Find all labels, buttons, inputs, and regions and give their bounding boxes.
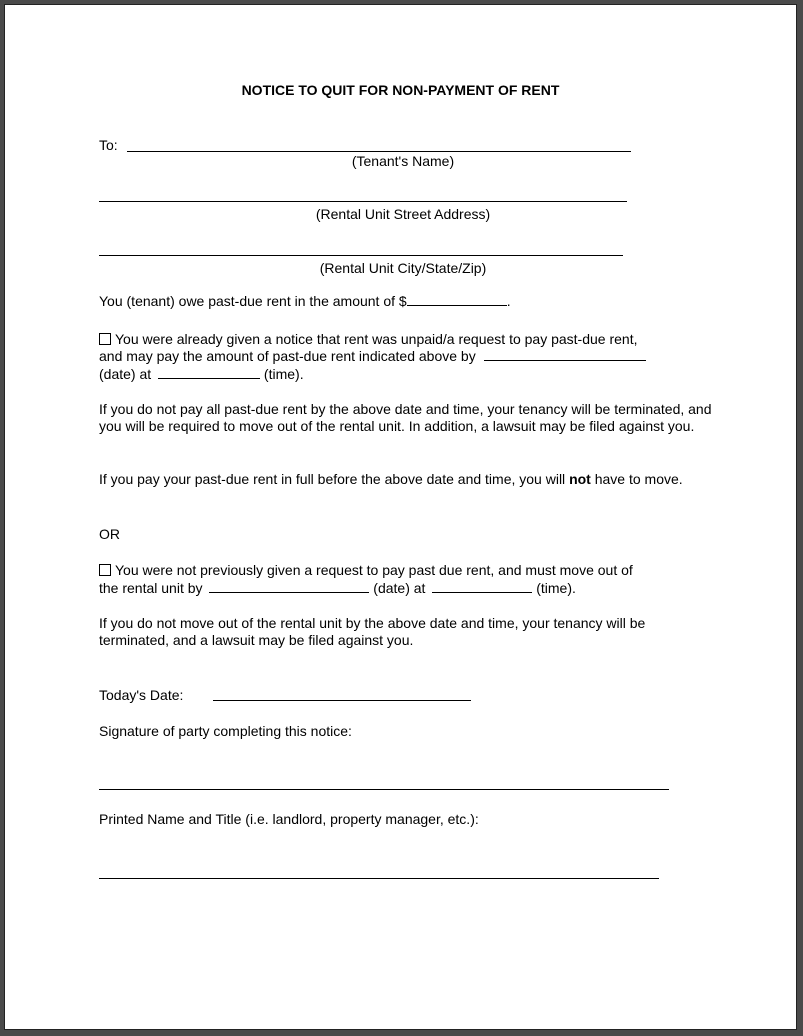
signature-label: Signature of party completing this notice: (99, 723, 352, 739)
to-label: To: (99, 137, 118, 153)
signature-field[interactable] (99, 789, 669, 790)
option2-date-field[interactable] (209, 580, 369, 593)
option2-date-label: (date) at (373, 580, 426, 596)
document-page (4, 4, 797, 1030)
pay-in-full-paragraph (99, 471, 719, 488)
option2-line2 (99, 580, 576, 597)
option2-checkbox[interactable] (99, 564, 111, 576)
printed-name-field[interactable] (99, 878, 659, 879)
pay-full-text-pre: If you pay your past-due rent in full before the above date and time, you will (99, 471, 570, 487)
owe-text: You (tenant) owe past-due rent in the amount of $ (99, 293, 407, 309)
todays-date-label: Today's Date: (99, 687, 184, 703)
option1-time-label: (time). (263, 366, 304, 382)
owe-statement (99, 293, 511, 310)
printed-name-label: Printed Name and Title (i.e. landlord, property manager, etc.): (99, 811, 479, 827)
option1-time-field[interactable] (158, 366, 260, 379)
city-state-zip-caption: (Rental Unit City/State/Zip) (319, 260, 487, 276)
todays-date-field[interactable] (213, 700, 471, 701)
amount-field[interactable] (407, 293, 507, 306)
option1-line3 (99, 366, 304, 383)
option2-text: You were not previously given a request to pay past due rent, and must move out of (115, 562, 633, 578)
owe-end: . (506, 293, 511, 309)
document-title: NOTICE TO QUIT FOR NON-PAYMENT OF RENT (241, 82, 560, 98)
city-state-zip-field[interactable] (99, 255, 623, 256)
option2-line1 (99, 562, 633, 579)
option2-move-by-text: the rental unit by (99, 580, 203, 596)
option2-time-field[interactable] (432, 580, 532, 593)
option2-time-label: (time). (536, 580, 576, 596)
option1-pay-by-text: and may pay the amount of past-due rent indicated above by (99, 348, 476, 364)
warning-paragraph-2: If you do not move out of the rental unit by the above date and time, your tenancy will be terminated, and a lawsuit may be filed against you. (99, 615, 646, 648)
option1-date-label: (date) at (99, 366, 152, 382)
option1-text: You were already given a notice that rent was unpaid/a request to pay past-due rent, (115, 331, 638, 347)
tenant-name-field[interactable] (127, 151, 631, 152)
option1-line2 (99, 348, 646, 365)
pay-full-bold: not (569, 471, 591, 487)
tenant-name-caption: (Tenant's Name) (351, 153, 455, 169)
pay-full-text-post: have to move. (590, 471, 683, 487)
option1-date-field[interactable] (484, 348, 646, 361)
option1-checkbox[interactable] (99, 333, 111, 345)
street-address-field[interactable] (99, 201, 627, 202)
option1-line1 (99, 331, 637, 348)
street-address-caption: (Rental Unit Street Address) (315, 206, 491, 222)
or-separator: OR (99, 526, 120, 542)
warning-paragraph-1: If you do not pay all past-due rent by the above date and time, your tenancy will be terminated, and you will be required to move out of the rental unit. In addition, a lawsuit may be filed against you. (99, 401, 712, 434)
